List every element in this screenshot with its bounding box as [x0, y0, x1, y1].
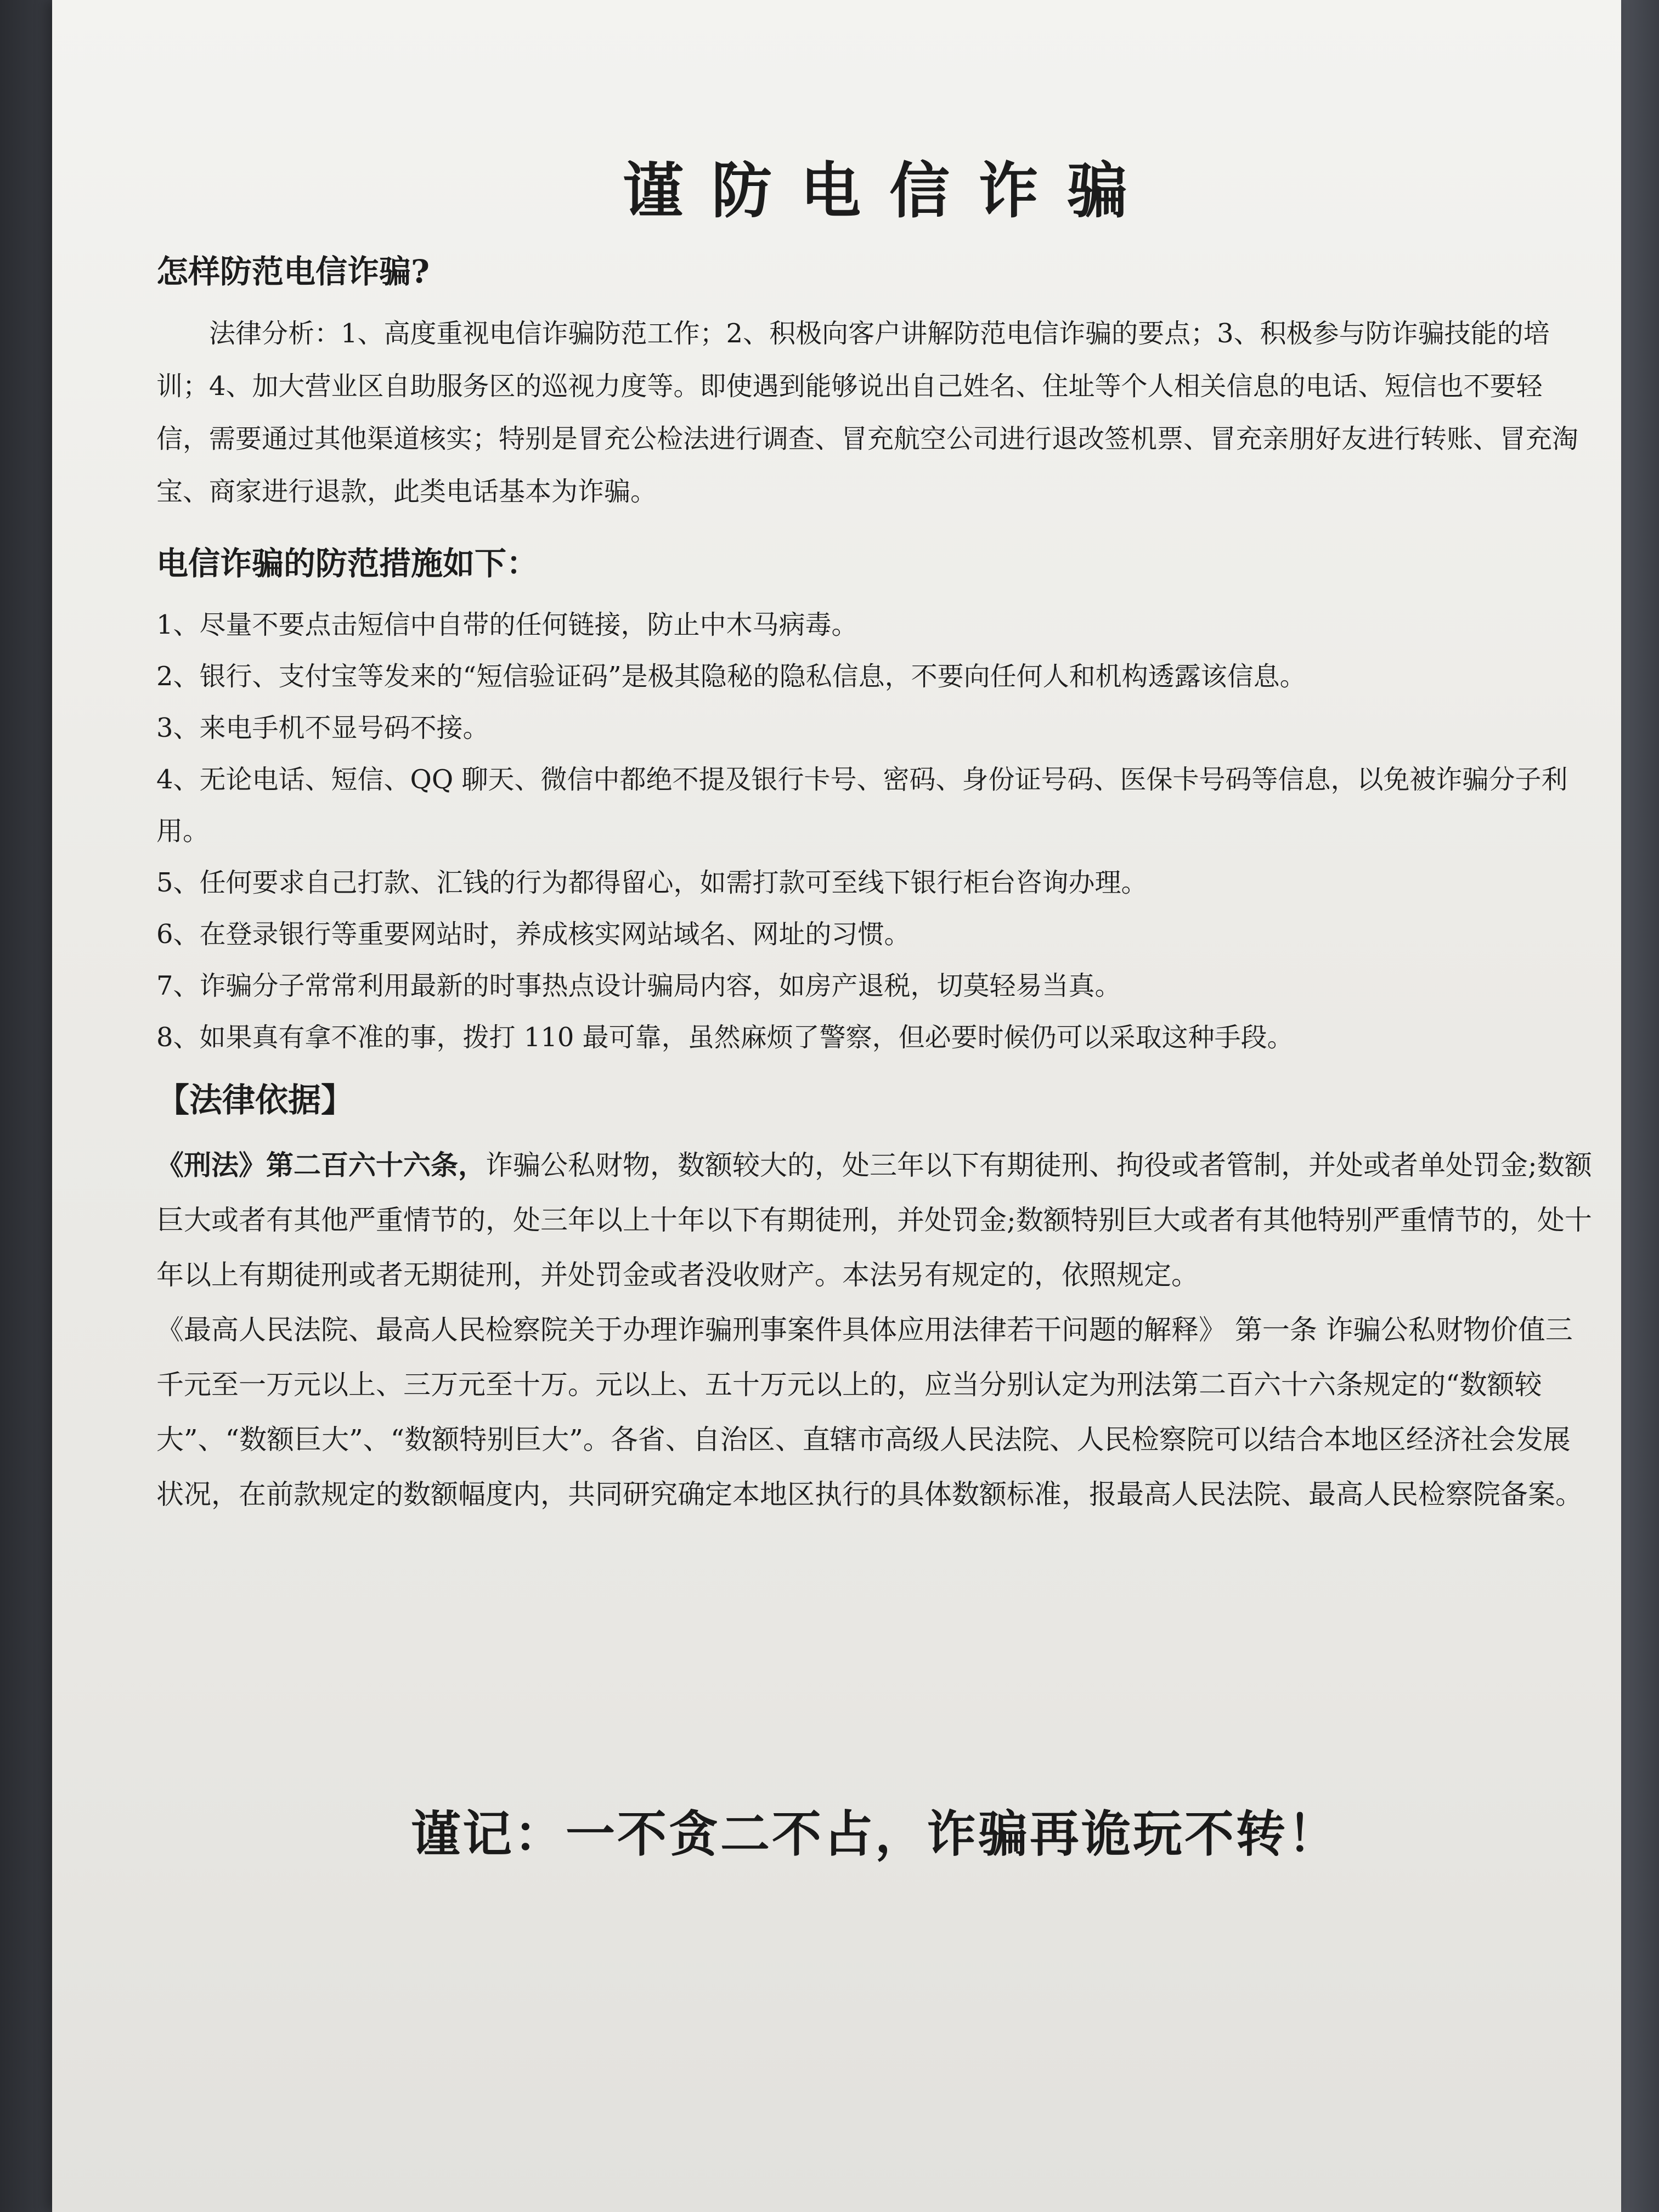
criminal-law-paragraph	[156, 1138, 1594, 1302]
closing-slogan: 谨记：一不贪二不占，诈骗再诡玩不转！	[411, 1805, 1339, 1863]
judicial-interpretation-text: 第一条 诈骗公私财物价值三千元至一万元以上、三万元至十万。元以上、五十万元以上的，应当分别认定为刑法第二百六十六条规定的“数额较大”、“数额巨大”、“数额特别巨大”。各省、自治区、直辖市高级人民法院、人民检察院可以结合本地区经济社会发展状况，在前款规定的数额幅度内，共同研究确定本地区执行的具体数额标准，报最高人民法院、最高人民检察院备案。	[156, 1314, 1583, 1510]
law-basis-heading: 【法律依据】	[156, 1081, 354, 1120]
list-item: 2、银行、支付宝等发来的“短信验证码”是极其隐秘的隐私信息，不要向任何人和机构透露该信息。	[156, 661, 1306, 692]
document-title: 谨防电信诈骗	[623, 155, 1156, 226]
section-heading-measures: 电信诈骗的防范措施如下：	[156, 545, 539, 582]
section-heading-prevention: 怎样防范电信诈骗?	[156, 253, 430, 290]
list-item: 8、如果真有拿不准的事，拨打 110 最可靠，虽然麻烦了警察，但必要时候仍可以采取这种手段。	[156, 1022, 1294, 1053]
list-item: 1、尽量不要点击短信中自带的任何链接，防止中木马病毒。	[156, 610, 858, 640]
criminal-law-text: 诈骗公私财物，数额较大的，处三年以下有期徒刑、拘役或者管制，并处或者单处罚金;数额巨大或者有其他严重情节的，处三年以上十年以下有期徒刑，并处罚金;数额特别巨大或者有其他特别严重情节的，处十年以上有期徒刑或者无期徒刑，并处罚金或者没收财产。本法另有规定的，依照规定。	[156, 1149, 1592, 1291]
legal-analysis-paragraph: 法律分析：1、高度重视电信诈骗防范工作；2、积极向客户讲解防范电信诈骗的要点；3、积极参与防诈骗技能的培训；4、加大营业区自助服务区的巡视力度等。即使遇到能够说出自己姓名、住址等个人相关信息的电话、短信也不要轻信，需要通过其他渠道核实；特别是冒充公检法进行调查、冒充航空公司进行退改签机票、冒充亲朋好友进行转账、冒充淘宝、商家进行退款，此类电话基本为诈骗。	[156, 318, 1579, 507]
judicial-interpretation-paragraph	[156, 1302, 1594, 1522]
list-item: 6、在登录银行等重要网站时，养成核实网站域名、网址的习惯。	[156, 919, 911, 950]
list-item: 5、任何要求自己打款、汇钱的行为都得留心，如需打款可至线下银行柜台咨询办理。	[156, 867, 1148, 898]
paper-sheet	[52, 0, 1621, 2212]
document-content	[156, 143, 1594, 1863]
list-item: 4、无论电话、短信、QQ 聊天、微信中都绝不提及银行卡号、密码、身份证号码、医保卡号码等信息，以免被诈骗分子利用。	[156, 764, 1568, 847]
criminal-law-citation: 《刑法》第二百六十六条，	[156, 1149, 486, 1181]
list-item: 7、诈骗分子常常利用最新的时事热点设计骗局内容，如房产退税，切莫轻易当真。	[156, 970, 1121, 1001]
measures-list	[156, 599, 1594, 1063]
list-item: 3、来电手机不显号码不接。	[156, 713, 489, 743]
judicial-interpretation-citation: 《最高人民法院、最高人民检察院关于办理诈骗刑事案件具体应用法律若干问题的解释》	[156, 1314, 1226, 1346]
